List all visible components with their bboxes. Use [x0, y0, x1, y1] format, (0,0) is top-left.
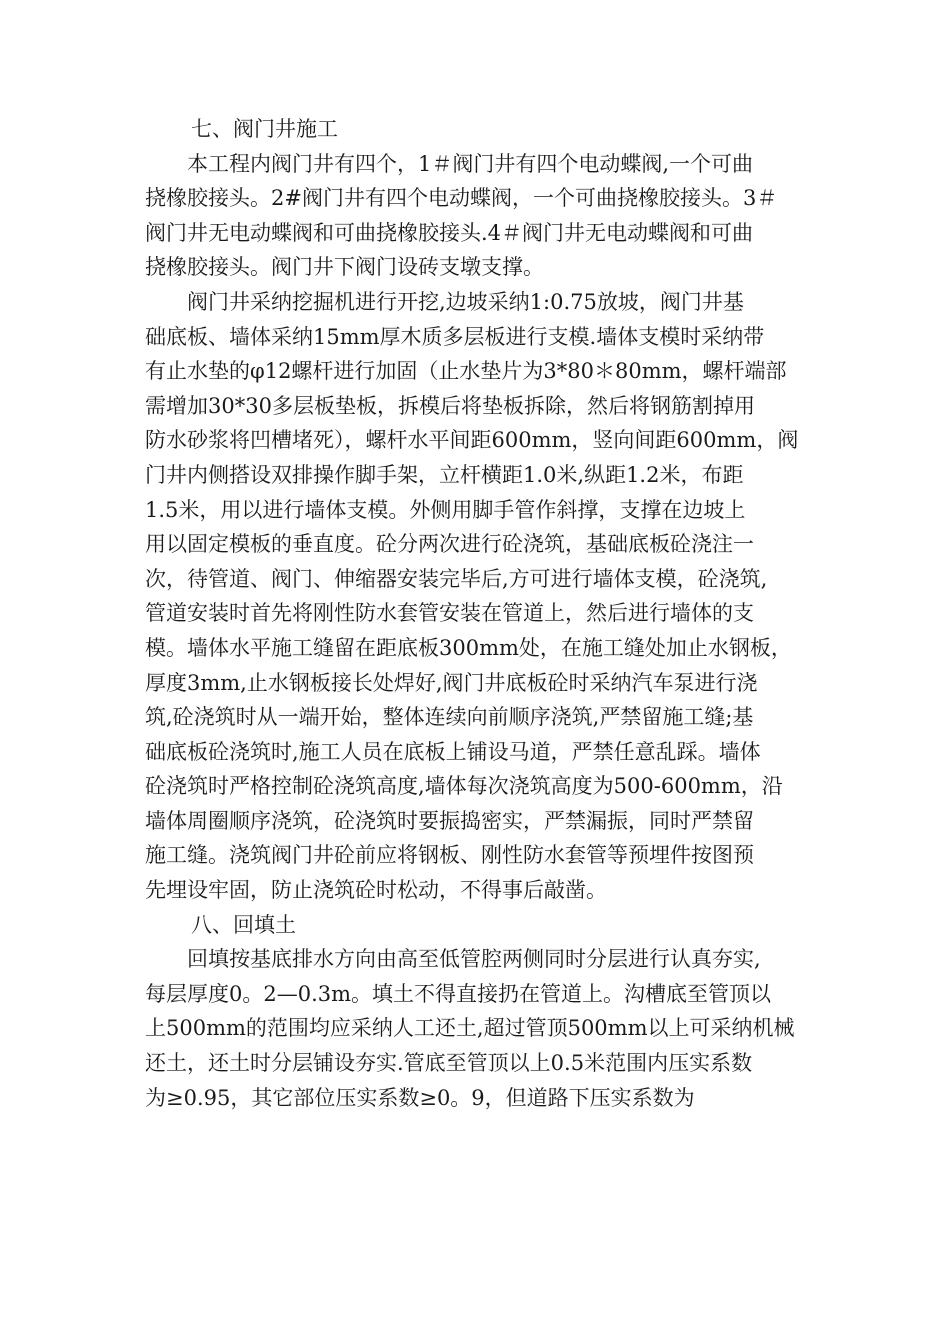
text-line: 需增加30*30多层板垫板，拆模后将垫板拆除，然后将钢筋割掉用 [145, 393, 755, 418]
text-line: 筑,砼浇筑时从一端开始，整体连续向前顺序浇筑,严禁留施工缝;基 [145, 705, 754, 730]
section-heading-valve-well: 七、阀门井施工 [191, 117, 338, 141]
text-line: 防水砂浆将凹槽堵死），螺杆水平间距600mm，竖向间距600mm，阀 [145, 428, 799, 453]
text-line: 阀门井无电动蝶阀和可曲挠橡胶接头.4＃阀门井无电动蝶阀和可曲 [145, 220, 754, 245]
text-line: 先埋设牢固，防止浇筑砼时松动，不得事后敲凿。 [145, 878, 607, 903]
text-line: 1.5米，用以进行墙体支模。外侧用脚手管作斜撑，支撑在边坡上 [145, 497, 746, 522]
text-line: 础底板砼浇筑时,施工人员在底板上铺设马道，严禁任意乱踩。墙体 [145, 739, 761, 764]
text-line: 墙体周圈顺序浇筑，砼浇筑时要振捣密实，严禁漏振，同时严禁留 [145, 808, 754, 833]
text-line: 挠橡胶接头。2#阀门井有四个电动蝶阀，一个可曲挠橡胶接头。3＃ [145, 186, 778, 211]
paragraph-valve-well-construction [145, 285, 825, 908]
text-line: 每层厚度0。2—0.3m。填土不得直接扔在管道上。沟槽底至管顶以 [145, 981, 772, 1006]
text-line: 模。墙体水平施工缝留在距底板300mm处，在施工缝处加止水钢板， [145, 635, 792, 660]
paragraph-valve-well-overview [145, 147, 825, 285]
text-line: 础底板、墙体采纳15mm厚木质多层板进行支模.墙体支模时采纳带 [145, 324, 765, 349]
document-body [145, 112, 825, 1115]
text-line: 有止水垫的φ12螺杆进行加固（止水垫片为3*80＊80mm，螺杆端部 [145, 359, 787, 384]
text-line: 砼浇筑时严格控制砼浇筑高度,墙体每次浇筑高度为500-600mm，沿 [145, 774, 783, 799]
text-line: 管道安装时首先将刚性防水套管安装在管道上，然后进行墙体的支 [145, 601, 754, 626]
text-line: 为≥0.95，其它部位压实系数≥0。9，但道路下压实系数为 [145, 1085, 695, 1110]
text-line: 施工缝。浇筑阀门井砼前应将钢板、刚性防水套管等预埋件按图预 [145, 843, 754, 868]
text-line: 门井内侧搭设双排操作脚手架，立杆横距1.0米,纵距1.2米，布距 [145, 462, 744, 487]
text-line: 用以固定模板的垂直度。砼分两次进行砼浇筑，基础底板砼浇注一 [145, 532, 754, 557]
text-line: 上500mm的范围均应采纳人工还土,超过管顶500mm以上可采纳机械 [145, 1016, 795, 1041]
text-line: 回填按基底排水方向由高至低管腔两侧同时分层进行认真夯实, [187, 947, 761, 972]
text-line: 阀门井采纳挖掘机进行开挖,边坡采纳1:0.75放坡，阀门井基 [187, 289, 744, 314]
text-line: 厚度3mm,止水钢板接长处焊好,阀门井底板砼时采纳汽车泵进行浇 [145, 670, 758, 695]
text-line: 挠橡胶接头。阀门井下阀门设砖支墩支撑。 [145, 255, 544, 280]
text-line: 本工程内阀门井有四个，1＃阀门井有四个电动蝶阀,一个可曲 [187, 151, 754, 176]
section-heading-backfill: 八、回填土 [191, 912, 296, 937]
text-line: 还土，还土时分层铺设夯实.管底至管顶以上0.5米范围内压实系数 [145, 1051, 753, 1076]
text-line: 次，待管道、阀门、伸缩器安装完毕后,方可进行墙体支模，砼浇筑, [145, 566, 768, 591]
paragraph-backfill [145, 942, 825, 1115]
